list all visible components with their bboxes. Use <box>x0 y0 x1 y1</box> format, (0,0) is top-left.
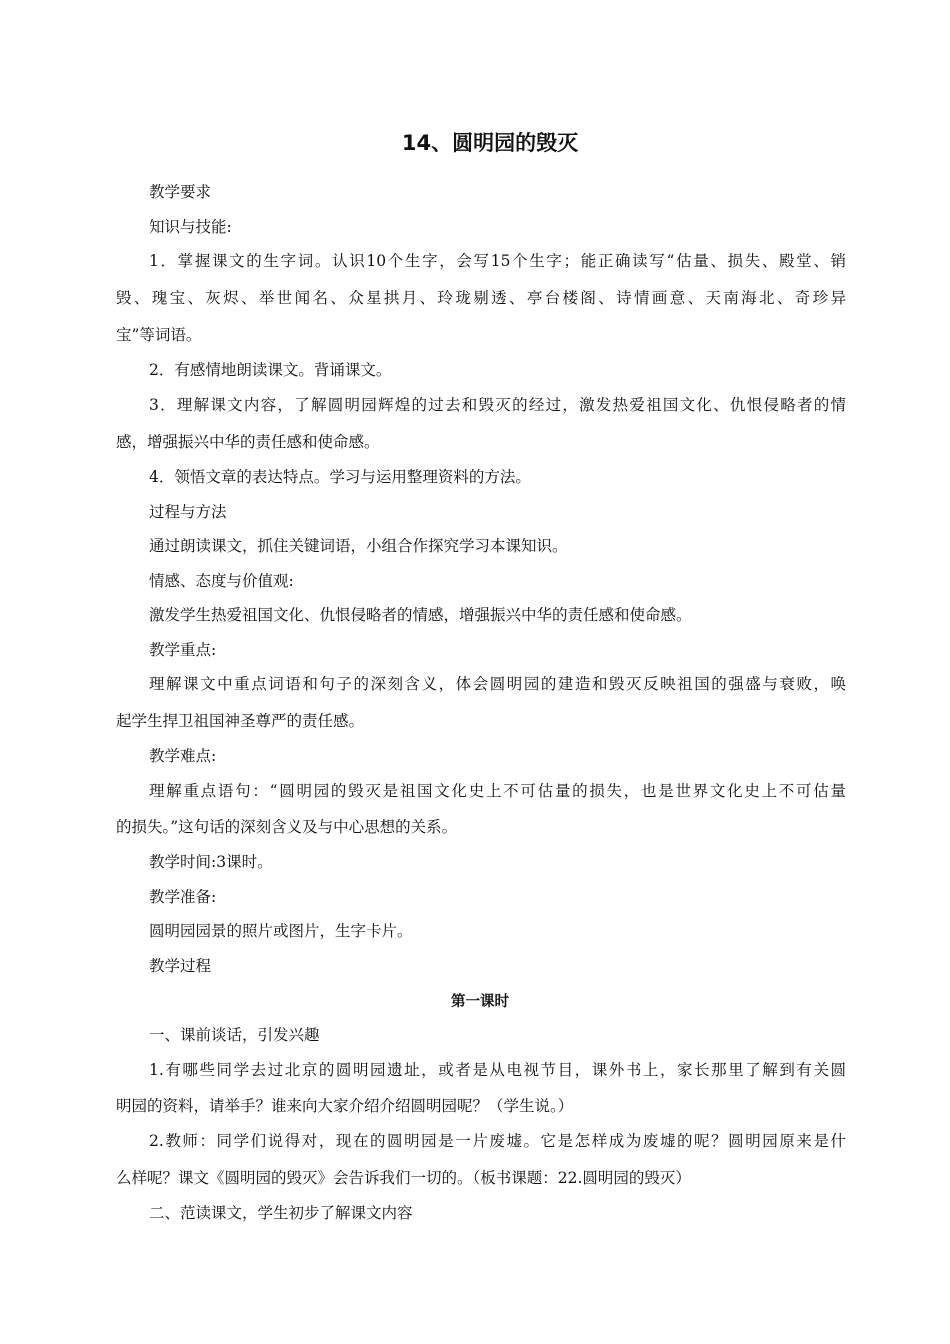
paragraph-line: 理解课文中重点词语和句子的深刻含义，体会圆明园的建造和毁灭反映祖国的强盛与衰败，唤 <box>149 675 846 693</box>
paragraph-line: 1．掌握课文的生字词。认识10个生字，会写15个生字；能正确读写“估量、损失、殿堂、销 <box>149 252 846 270</box>
paragraph-line: 起学生捍卫祖国神圣尊严的责任感。 <box>116 712 365 730</box>
paragraph-line: 一、课前谈话，引发兴趣 <box>149 1026 320 1044</box>
paragraph-line: 宝”等词语。 <box>116 326 202 344</box>
paragraph-line: 情感、态度与价值观: <box>149 572 294 590</box>
page-title: 14、圆明园的毁灭 <box>401 131 579 155</box>
paragraph-line: 明园的资料，请举手？谁来向大家介绍介绍圆明园呢？（学生说。） <box>116 1097 574 1115</box>
paragraph-line: 教学过程 <box>149 957 212 975</box>
paragraph-line: 二、范读课文，学生初步了解课文内容 <box>149 1204 413 1222</box>
paragraph-line: 教学难点: <box>149 747 217 765</box>
paragraph-line: 3．理解课文内容，了解圆明园辉煌的过去和毁灭的经过，激发热爱祖国文化、仇恨侵略者的情 <box>149 396 846 414</box>
paragraph-line: 毁、瑰宝、灰烬、举世闻名、众星拱月、玲珑剔透、亭台楼阁、诗情画意、天南海北、奇珍异 <box>116 289 846 307</box>
paragraph-line: 圆明园园景的照片或图片，生字卡片。 <box>149 922 413 940</box>
paragraph-line: 教学重点: <box>149 641 217 659</box>
paragraph-line: 1.有哪些同学去过北京的圆明园遗址，或者是从电视节目，课外书上，家长那里了解到有关圆 <box>149 1061 846 1079</box>
paragraph-line: 教学准备: <box>149 888 217 906</box>
paragraph-line: 知识与技能: <box>149 218 232 236</box>
paragraph-line: 理解重点语句：“圆明园的毁灭是祖国文化史上不可估量的损失，也是世界文化史上不可估量 <box>149 782 846 800</box>
paragraph-line: 4．领悟文章的表达特点。学习与运用整理资料的方法。 <box>149 468 531 486</box>
paragraph-line: 2.教师：同学们说得对，现在的圆明园是一片废墟。它是怎样成为废墟的呢？圆明园原来是什 <box>149 1132 846 1150</box>
paragraph-line: 教学时间:3课时。 <box>149 853 273 871</box>
paragraph-line: 感，增强振兴中华的责任感和使命感。 <box>116 433 380 451</box>
paragraph-line: 2．有感情地朗读课文。背诵课文。 <box>149 361 392 379</box>
paragraph-line: 么样呢？课文《圆明园的毁灭》会告诉我们一切的。（板书课题：22.圆明园的毁灭） <box>116 1169 691 1187</box>
paragraph-line: 通过朗读课文，抓住关键词语，小组合作探究学习本课知识。 <box>149 537 568 555</box>
paragraph-line: 的损失。”这句话的深刻含义及与中心思想的关系。 <box>116 818 458 836</box>
paragraph-line: 激发学生热爱祖国文化、仇恨侵略者的情感，增强振兴中华的责任感和使命感。 <box>149 606 692 624</box>
paragraph-line: 过程与方法 <box>149 503 227 521</box>
section-heading: 第一课时 <box>451 994 509 1010</box>
paragraph-line: 教学要求 <box>149 183 212 201</box>
